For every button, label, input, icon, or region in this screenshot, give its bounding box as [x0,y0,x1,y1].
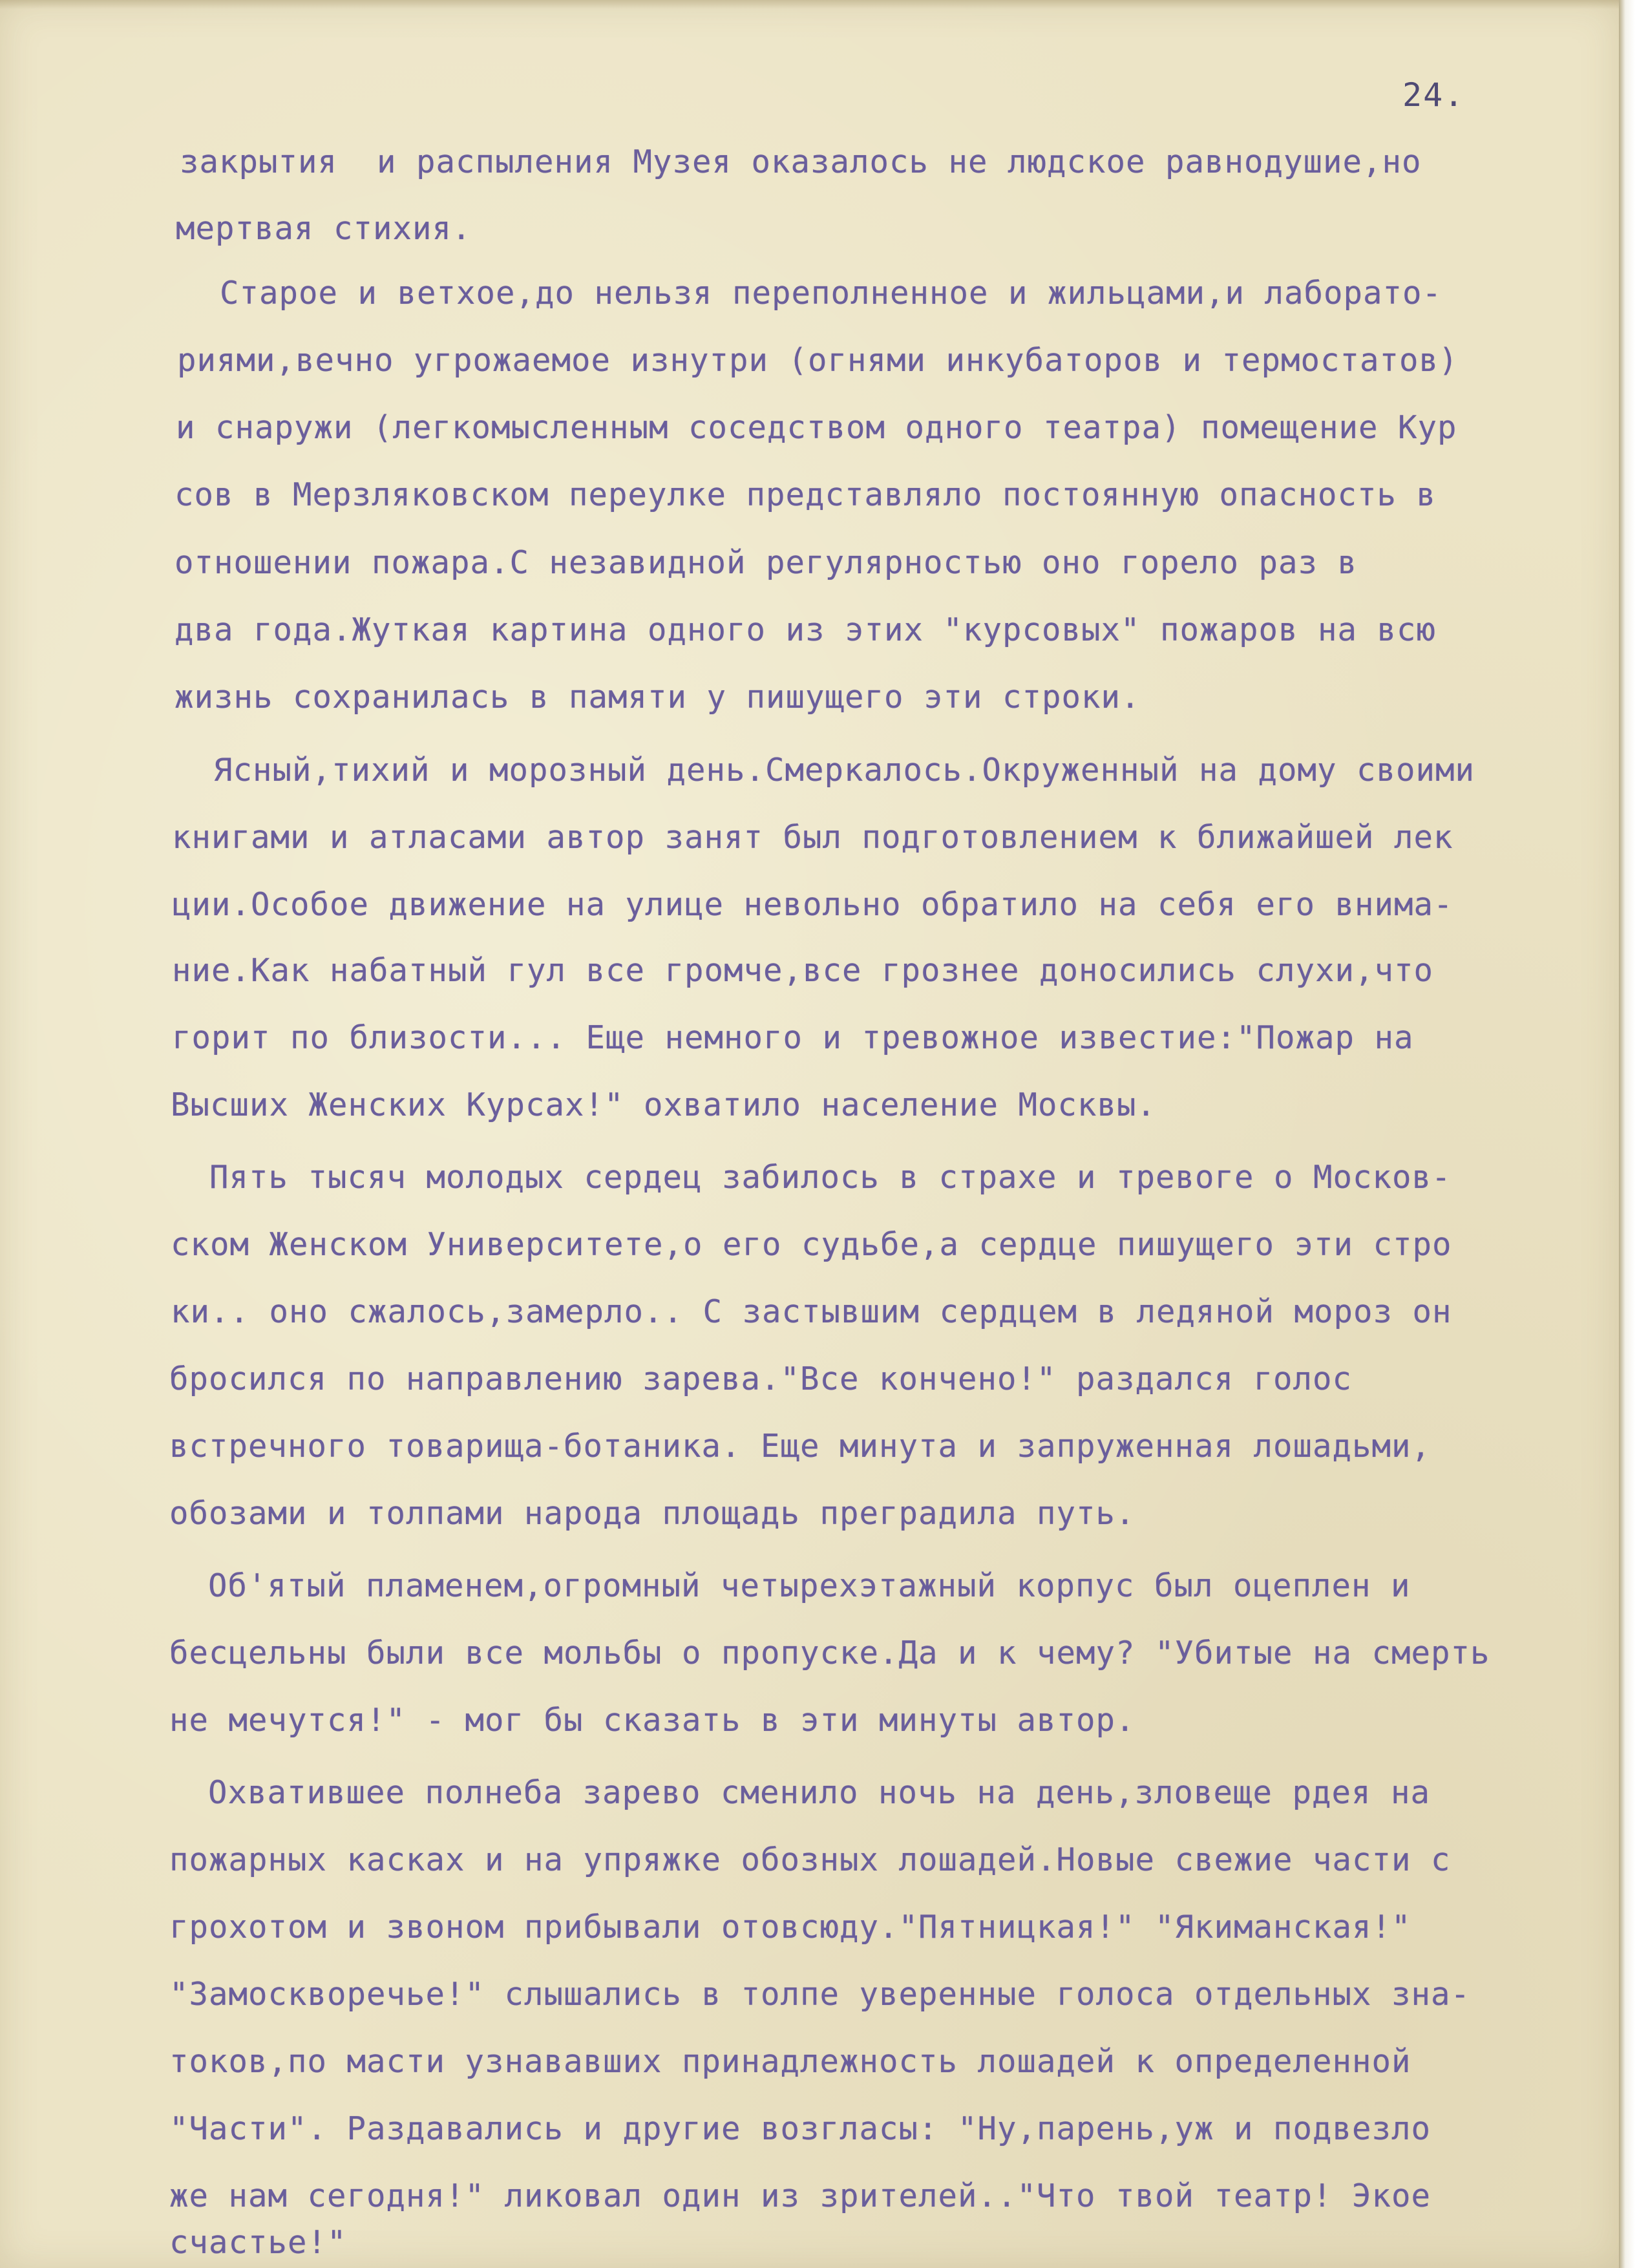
text-line: ки.. оно сжалось,замерло.. С застывшим сердцем в ледяной мороз он [171,1293,1452,1330]
text-line: отношении пожара.С незавидной регулярностью оно горело раз в [174,544,1358,581]
page-number: 24. [1402,76,1465,114]
text-line: бросился по направлению зарева."Все кончено!" раздался голос [169,1361,1353,1397]
text-line: грохотом и звоном прибывали отовсюду."Пятницкая!" "Якиманская!" [169,1909,1411,1945]
text-line: ском Женском Университете,о его судьбе,а сердце пишущего эти стро [171,1226,1452,1263]
text-line: Охватившее полнеба зарево сменило ночь на день,зловеще рдея на [208,1774,1431,1811]
text-line: Об'ятый пламенем,огромный четырехэтажный корпус был оцеплен и [208,1567,1411,1604]
text-line: жизнь сохранилась в памяти у пишущего эти строки. [174,679,1141,715]
text-line: "Части". Раздавались и другие возгласы: "Ну,парень,уж и подвезло [169,2110,1431,2147]
text-line: книгами и атласами автор занят был подготовлением к ближайшей лек [172,819,1453,856]
text-line: Высших Женских Курсах!" охватило население Москвы. [171,1086,1157,1123]
text-line: риями,вечно угрожаемое изнутри (огнями инкубаторов и термостатов) [177,342,1459,379]
text-line: обозами и толпами народа площадь преградила путь. [169,1495,1136,1532]
text-line: ние.Как набатный гул все громче,все грознее доносились слухи,что [172,952,1434,989]
text-line: сов в Мерзляковском переулке представляло постоянную опасность в [174,476,1437,513]
text-line: встречного товарища-ботаника. Еще минута и запруженная лошадьми, [169,1428,1431,1465]
text-line: Ясный,тихий и морозный день.Смеркалось.Окруженный на дому своими [213,752,1475,789]
scan-margin [1619,0,1648,2268]
text-line: и снаружи (легкомысленным соседством одного театра) помещение Кур [176,409,1457,446]
text-line: Пять тысяч молодых сердец забилось в страхе и тревоге о Москов- [209,1159,1452,1196]
text-line: горит по близости... Еще немного и тревожное известие:"Пожар на [172,1019,1414,1056]
text-line: закрытия и распыления Музея оказалось не людское равнодушие,но [180,143,1422,180]
text-line: "Замоскворечье!" слышались в толпе уверенные голоса отдельных зна- [169,1976,1471,2013]
text-line: ции.Особое движение на улице невольно обратило на себя его внима- [172,886,1453,923]
text-line: же нам сегодня!" ликовал один из зрителей.."Что твой театр! Экое [169,2178,1431,2214]
text-line: счастье!" [169,2224,347,2261]
text-line: токов,по масти узнававших принадлежность лошадей к определенной [169,2043,1411,2080]
text-line: два года.Жуткая картина одного из этих "курсовых" пожаров на всю [174,611,1437,648]
text-line: Старое и ветхое,до нельзя переполненное и жильцами,и лаборато- [220,275,1442,312]
text-line: пожарных касках и на упряжке обозных лошадей.Новые свежие части с [169,1841,1451,1878]
text-line: мертвая стихия. [176,210,472,247]
text-line: не мечутся!" - мог бы сказать в эти минуты автор. [169,1702,1136,1739]
text-line: бесцельны были все мольбы о пропуске.Да и к чему? "Убитые на смерть [169,1635,1490,1671]
